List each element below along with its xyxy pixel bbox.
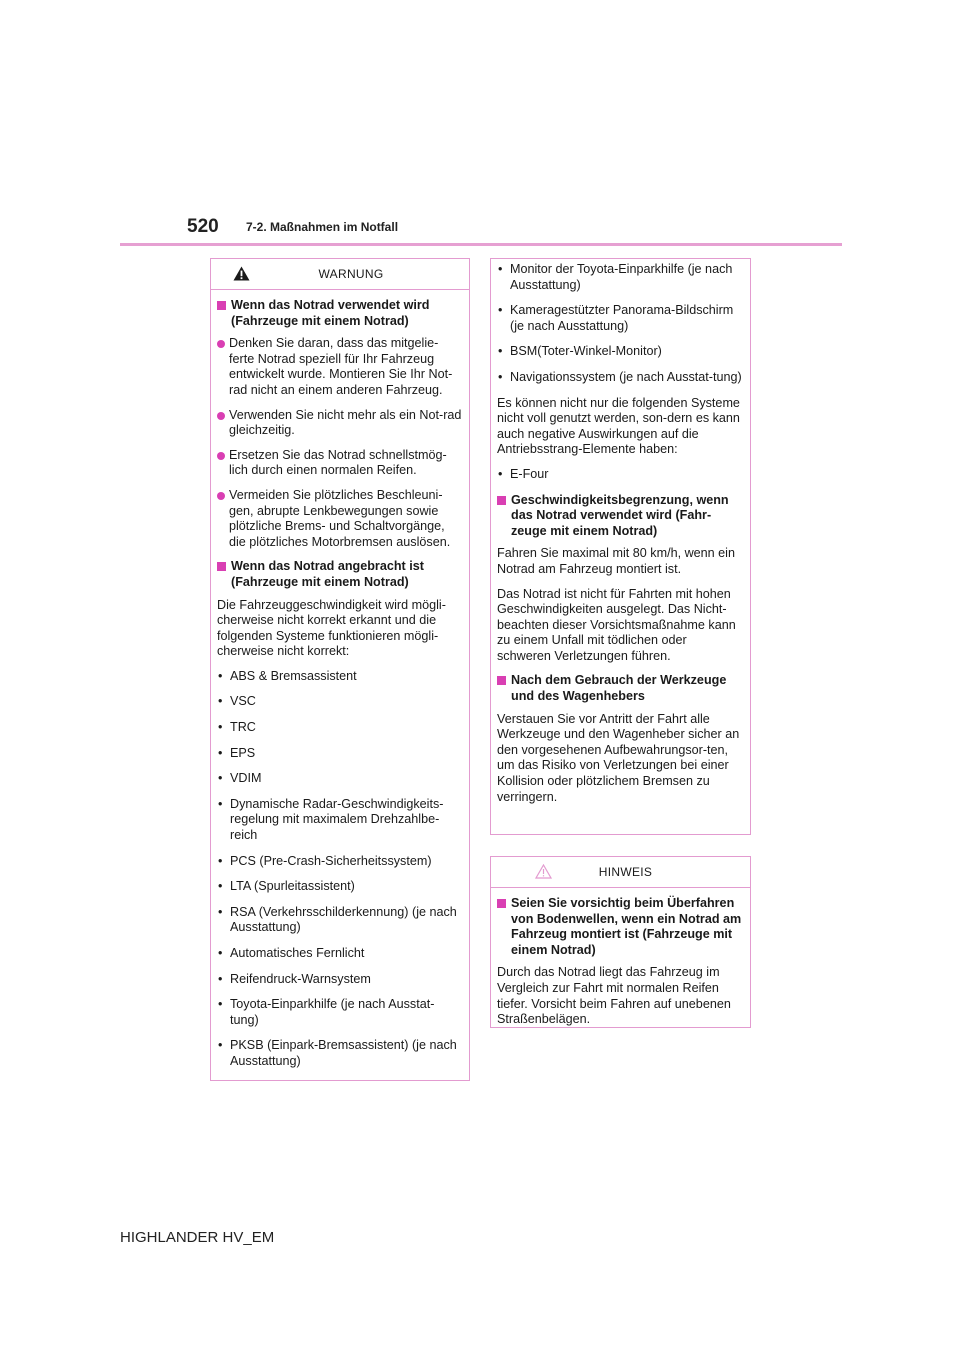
- warning-box-header: [211, 259, 469, 290]
- list-item: [217, 448, 463, 479]
- heading-text: Seien Sie vorsichtig beim Überfahren von Bodenwellen, wenn ein Notrad am Fahrzeug montiert ist (Fahrzeuge mit einem Notrad): [511, 896, 742, 957]
- list-item: [217, 488, 463, 550]
- list-item-text: RSA (Verkehrsschilderkennung) (je nach Ausstattung): [230, 904, 457, 935]
- drivetrain-intro-paragraph: Es können nicht nur die folgenden Systeme nicht voll genutzt werden, son-dern es kann auch negative Auswirkungen auf die Antriebsstrang-Elemente haben:: [497, 395, 740, 457]
- list-item-text: Dynamische Radar-Geschwindigkeits-regelung mit maximalem Drehzahlbe-reich: [230, 796, 444, 843]
- list-item-text: Monitor der Toyota-Einparkhilfe (je nach Ausstattung): [510, 262, 733, 292]
- system-list-item: [217, 854, 463, 870]
- bump-paragraph: Durch das Notrad liegt das Fahrzeug im Vergleich zur Fahrt mit normalen Reifen tiefer. Vorsicht beim Fahren auf unebenen Straßenbelägen.: [497, 965, 731, 1027]
- bullet-mark: •: [218, 997, 223, 1012]
- list-item-text: VDIM: [230, 771, 262, 786]
- system-list-item: [217, 905, 463, 936]
- list-item-text: Vermeiden Sie plötzliches Beschleuni-gen, abrupte Lenkbewegungen sowie plötzliche Brems- und Schaltvorgänge, die plötzliches Motorbremsen auslösen.: [229, 487, 451, 549]
- system-list-item: [497, 303, 744, 334]
- warning-box-body: [211, 290, 469, 1076]
- system-list-item: [497, 344, 744, 360]
- warning-continued-box: [490, 258, 751, 835]
- bullet-mark: •: [218, 971, 223, 986]
- system-list-item: [217, 771, 463, 787]
- system-list-item: [217, 1038, 463, 1069]
- system-list-item: [217, 997, 463, 1028]
- list-item-text: Verwenden Sie nicht mehr als ein Not-rad gleichzeitig.: [229, 407, 462, 438]
- heading-text: Wenn das Notrad angebracht ist (Fahrzeuge mit einem Notrad): [231, 559, 424, 589]
- speed-paragraph: Das Notrad ist nicht für Fahrten mit hohen Geschwindigkeiten ausgelegt. Das Nicht-beachten dieser Vorsichtsmaßnahme kann zu einem Unfall mit tödlichen oder schweren Verletzungen führen.: [497, 586, 736, 663]
- bump-heading: [497, 896, 744, 958]
- bullet-mark: •: [218, 668, 223, 683]
- bullet-mark: •: [218, 796, 223, 811]
- list-item-text: ABS & Bremsassistent: [230, 668, 357, 683]
- system-list-item: [217, 669, 463, 685]
- circle-bullet-icon: [217, 492, 225, 500]
- warning-triangle-icon: [233, 266, 250, 281]
- warning-continued-body: [491, 259, 750, 811]
- list-item-text: VSC: [230, 694, 256, 709]
- heading-text: Nach dem Gebrauch der Werkzeuge und des Wagenhebers: [511, 673, 727, 704]
- list-item-text: Navigationssystem (je nach Ausstat-tung): [510, 369, 742, 384]
- spare-attached-heading: [217, 559, 463, 590]
- list-item-text: BSM(Toter-Winkel-Monitor): [510, 344, 662, 359]
- footer-model: HIGHLANDER HV_EM: [120, 1229, 275, 1246]
- bullet-mark: •: [218, 1038, 223, 1053]
- system-list-item: [497, 370, 744, 386]
- list-item-text: TRC: [230, 720, 256, 735]
- list-item-text: Automatisches Fernlicht: [230, 946, 365, 960]
- notice-box-header: [491, 857, 750, 888]
- bullet-mark: •: [218, 904, 223, 919]
- bullet-mark: •: [218, 853, 223, 868]
- bullet-mark: •: [498, 262, 503, 276]
- list-item-text: LTA (Spurleitassistent): [230, 879, 355, 894]
- system-list-item: [217, 694, 463, 710]
- system-list-item: [217, 797, 463, 844]
- list-item-text: Toyota-Einparkhilfe (je nach Ausstat-tung): [230, 997, 435, 1027]
- page-number: 520: [187, 216, 219, 237]
- bullet-mark: •: [218, 946, 223, 960]
- list-item: [217, 336, 463, 398]
- list-item: [217, 408, 463, 439]
- speed-limit-heading: [497, 493, 744, 540]
- notice-box: [490, 856, 751, 1028]
- square-bullet-icon: [497, 496, 506, 505]
- list-item-text: Denken Sie daran, dass das mitgelie-ferte Notrad speziell für Ihr Fahrzeug entwickelt wurde. Montieren Sie Ihr Not-rad nicht an einem anderen Fahrzeug.: [229, 336, 453, 397]
- list-item-text: Kameragestützter Panorama-Bildschirm (je nach Ausstattung): [510, 303, 734, 333]
- bullet-mark: •: [218, 720, 223, 735]
- system-list-item: [217, 972, 463, 988]
- spare-in-use-heading: [217, 298, 463, 329]
- system-list-item: [217, 946, 463, 962]
- circle-bullet-icon: [217, 452, 225, 460]
- square-bullet-icon: [497, 676, 506, 685]
- speed-paragraph: Fahren Sie maximal mit 80 km/h, wenn ein Notrad am Fahrzeug montiert ist.: [497, 546, 735, 576]
- drivetrain-list-item: [497, 467, 744, 483]
- circle-bullet-icon: [217, 340, 225, 348]
- bullet-mark: •: [498, 466, 503, 481]
- bullet-mark: •: [498, 344, 503, 359]
- bullet-mark: •: [218, 745, 223, 760]
- warning-box: [210, 258, 470, 1081]
- system-list-item: [217, 720, 463, 736]
- tools-heading: [497, 673, 744, 704]
- bullet-mark: •: [218, 879, 223, 894]
- list-item-text: Reifendruck-Warnsystem: [230, 971, 371, 986]
- square-bullet-icon: [217, 562, 226, 571]
- list-item-text: PKSB (Einpark-Bremsassistent) (je nach Ausstattung): [230, 1038, 457, 1068]
- bullet-mark: •: [498, 303, 503, 318]
- header-rule: [120, 243, 842, 246]
- bullet-mark: •: [218, 771, 223, 786]
- notice-box-title: HINWEIS: [598, 865, 653, 879]
- square-bullet-icon: [217, 301, 226, 310]
- square-bullet-icon: [497, 899, 506, 908]
- system-list-item: [217, 879, 463, 895]
- warning-box-title: WARNUNG: [318, 267, 384, 281]
- system-list-item: [217, 746, 463, 762]
- heading-text: Wenn das Notrad verwendet wird (Fahrzeuge mit einem Notrad): [231, 298, 430, 328]
- heading-text: Geschwindigkeitsbegrenzung, wenn das Notrad verwendet wird (Fahr-zeuge mit einem Notrad): [511, 492, 729, 538]
- bullet-mark: •: [498, 369, 503, 384]
- list-item-text: EPS: [230, 745, 256, 760]
- bullet-mark: •: [218, 694, 223, 709]
- list-item-text: E-Four: [510, 466, 549, 481]
- list-item-text: Ersetzen Sie das Notrad schnellstmög-lich durch einen normalen Reifen.: [229, 447, 447, 478]
- caution-triangle-outline-icon: [535, 864, 552, 879]
- notice-box-body: [491, 888, 750, 1034]
- section-title: 7-2. Maßnahmen im Notfall: [246, 220, 399, 234]
- tools-paragraph: Verstauen Sie vor Antritt der Fahrt alle Werkzeuge und den Wagenheber sicher an den vorgesehenen Aufbewahrungsor-ten, um das Risiko von Verletzungen bei einer Kollision oder plötzlichem Bremsen zu verringern.: [497, 711, 740, 804]
- list-item-text: PCS (Pre-Crash-Sicherheitssystem): [230, 853, 432, 868]
- attached-intro-paragraph: Die Fahrzeuggeschwindigkeit wird mögli-cherweise nicht korrekt erkannt und die folgenden Systeme funktionieren mögli-cherweise nicht korrekt:: [217, 597, 446, 659]
- system-list-item: [497, 262, 744, 293]
- circle-bullet-icon: [217, 412, 225, 420]
